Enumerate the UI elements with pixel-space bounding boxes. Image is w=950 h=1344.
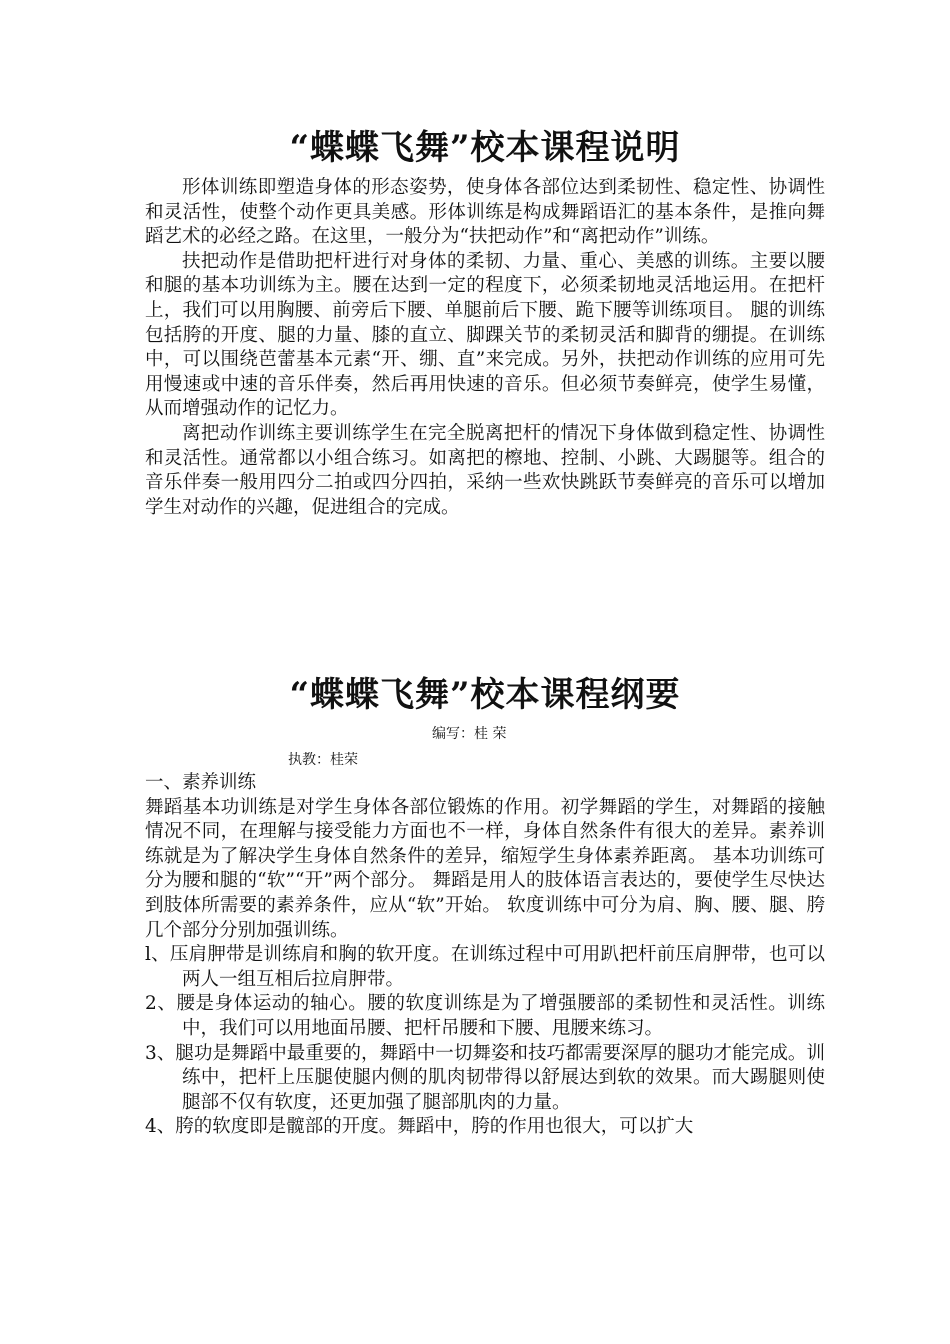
outline-intro-paragraph: 舞蹈基本功训练是对学生身体各部位锻炼的作用。初学舞蹈的学生，对舞蹈的接触情况不同，在理解与接受能力方面也不一样，身体自然条件有很大的差异。素养训练就是为了解决学生身体自然条件的差异，缩短学生身体素养距离。 基本功训练可分为腰和腿的“软”“开”两个部分。 舞蹈是用人的肢体语言表达的，要使学生尽快达到肢体所需要的素养条件，应从“软”开始。 软度训练中可分为肩、胸、腰、腿、胯几个部分分别加强训练。 [145, 796, 825, 941]
description-paragraph-3: 离把动作训练主要训练学生在完全脱离把杆的情况下身体做到稳定性、协调性和灵活性。通常都以小组合练习。如离把的檫地、控制、小跳、大踢腿等。组合的音乐伴奏一般用四分二拍或四分四拍，采纳一些欢快跳跃节奏鲜亮的音乐可以增加学生对动作的兴趣，促进组合的完成。 [145, 422, 825, 518]
description-paragraph-2: 扶把动作是借助把杆进行对身体的柔韧、力量、重心、美感的训练。主要以腰和腿的基本功训练为主。腰在达到一定的程度下，必须柔韧地灵活地运用。在把杆上，我们可以用胸腰、前旁后下腰、单腿前后下腰、跪下腰等训练项目。 腿的训练包括胯的开度、腿的力量、膝的直立、脚踝关节的柔韧灵活和脚背的绷提。在训练中，可以围绕芭蕾基本元素“开、绷、直”来完成。另外，扶把动作训练的应用可先用慢速或中速的音乐伴奏，然后再用快速的音乐。但必须节奏鲜亮，使学生易懂，从而增强动作的记忆力。 [145, 250, 825, 420]
course-description-body [145, 176, 825, 520]
course-outline-title: “蝶蝶飞舞”校本课程纲要 [289, 675, 681, 715]
course-description-title: “蝶蝶飞舞”校本课程说明 [289, 128, 681, 168]
outline-item-2: 2、腰是身体运动的轴心。腰的软度训练是为了增强腰部的柔韧性和灵活性。训练中，我们可以用地面吊腰、把杆吊腰和下腰、甩腰来练习。 [145, 993, 825, 1039]
description-paragraph-1: 形体训练即塑造身体的形态姿势，使身体各部位达到柔韧性、稳定性、协调性和灵活性，使整个动作更具美感。形体训练是构成舞蹈语汇的基本条件，是推向舞蹈艺术的必经之路。在这里，一般分为“扶把动作”和“离把动作”训练。 [145, 177, 825, 248]
author-line: 编写：桂 荣 [432, 726, 507, 742]
teacher-line: 执教：桂荣 [288, 752, 358, 768]
outline-item-3: 3、腿功是舞蹈中最重要的，舞蹈中一切舞姿和技巧都需要深厚的腿功才能完成。训练中，把杆上压腿使腿内侧的肌肉韧带得以舒展达到软的效果。而大踢腿则使腿部不仅有软度，还更加强了腿部肌肉的力量。 [145, 1042, 825, 1113]
outline-item-1: l、压肩胛带是训练肩和胸的软开度。在训练过程中可用趴把杆前压肩胛带，也可以两人一组互相后拉肩胛带。 [145, 944, 825, 990]
section-heading: 一、素养训练 [145, 772, 257, 793]
course-outline-body [145, 771, 825, 1140]
outline-item-4: 4、胯的软度即是髋部的开度。舞蹈中，胯的作用也很大，可以扩大 [145, 1116, 694, 1138]
